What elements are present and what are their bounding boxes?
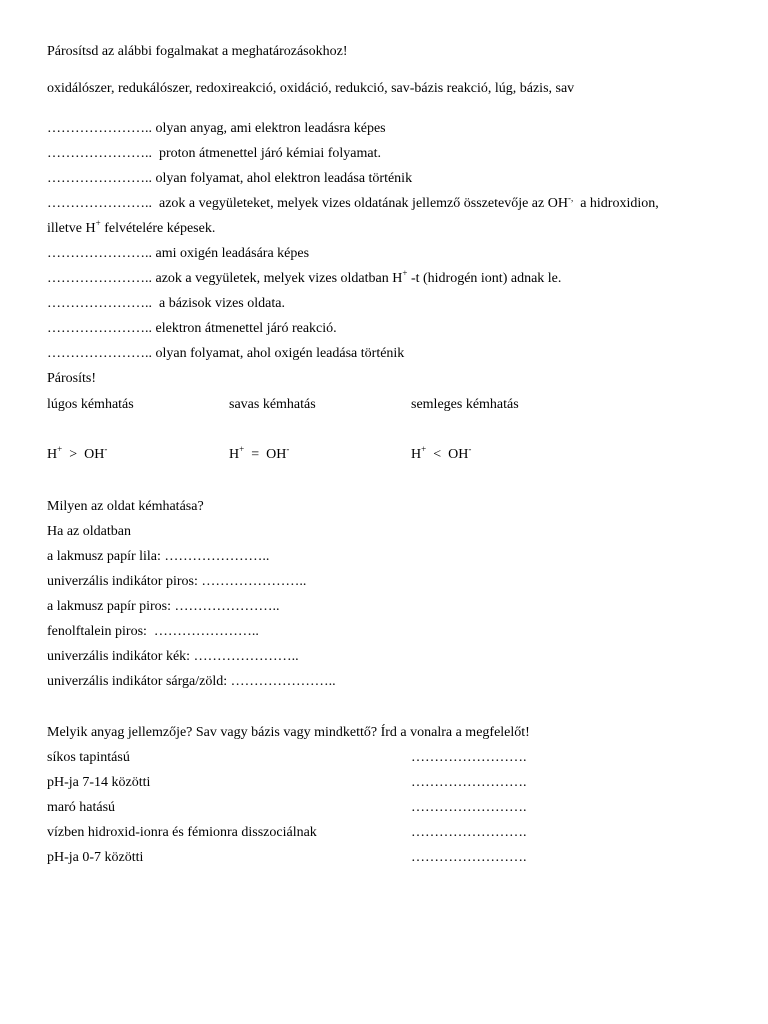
answer-blank[interactable]: ……………………. <box>411 825 527 840</box>
ph-item: univerzális indikátor piros: ………………….. <box>47 574 307 589</box>
ph-item: a lakmusz papír lila: ………………….. <box>47 549 270 564</box>
ph-item: univerzális indikátor sárga/zöld: ………………….. <box>47 674 336 689</box>
ph-item: fenolftalein piros: ………………….. <box>47 624 259 639</box>
answer-blank[interactable]: ………………….. <box>230 674 336 689</box>
ph-item: univerzális indikátor kék: ………………….. <box>47 649 299 664</box>
definition-row-continuation <box>47 220 215 238</box>
definition-row <box>47 245 309 263</box>
answer-blank[interactable]: ………………….. <box>201 574 307 589</box>
answer-blank[interactable]: ………………….. <box>47 196 152 211</box>
superscript: + <box>95 218 101 228</box>
worksheet-title: Párosítsd az alábbi fogalmakat a meghatározásokhoz! <box>47 44 348 59</box>
definition-row <box>47 320 337 338</box>
answer-blank[interactable]: ………………….. <box>193 649 299 664</box>
ion-relation-3: H+ < OH- <box>411 444 472 462</box>
definition-text: a hidroxidion, <box>580 196 659 211</box>
props-item: maró hatású <box>47 800 116 815</box>
pairing-title: Párosíts! <box>47 371 96 386</box>
definition-text: proton átmenettel járó kémiai folyamat. <box>159 146 381 161</box>
props-question: Melyik anyag jellemzője? Sav vagy bázis vagy mindkettő? Írd a vonalra a megfelelőt! <box>47 725 530 740</box>
answer-blank[interactable]: ……………………. <box>411 750 527 765</box>
definition-row <box>47 195 659 213</box>
answer-blank[interactable]: ……………………. <box>411 775 527 790</box>
answer-blank[interactable]: ……………………. <box>411 800 527 815</box>
answer-blank[interactable]: ………………….. <box>47 296 152 311</box>
definition-row <box>47 270 561 288</box>
definition-text: olyan folyamat, ahol oxigén leadása történik <box>155 346 405 361</box>
answer-blank[interactable]: ………………….. <box>47 146 152 161</box>
definition-text: -t (hidrogén iont) adnak le. <box>410 271 562 286</box>
superscript: -, <box>567 193 574 203</box>
answer-blank[interactable]: ………………….. <box>164 549 270 564</box>
answer-blank[interactable]: ………………….. <box>174 599 280 614</box>
props-item: vízben hidroxid-ionra és fémionra disszociálnak <box>47 825 317 840</box>
answer-blank[interactable]: ………………….. <box>47 321 152 336</box>
definition-text: a bázisok vizes oldata. <box>159 296 285 311</box>
answer-blank[interactable]: ………………….. <box>47 171 152 186</box>
definition-text: azok a vegyületeket, melyek vizes oldatának jellemző összetevője az OH <box>159 196 568 211</box>
answer-blank[interactable]: ………………….. <box>47 346 152 361</box>
definition-row <box>47 145 381 163</box>
definition-text: felvételére képesek. <box>104 221 216 236</box>
definition-row <box>47 345 404 363</box>
answer-blank[interactable]: ……………………. <box>411 850 527 865</box>
props-item: pH-ja 0-7 közötti <box>47 850 144 865</box>
definition-text: illetve H <box>47 221 96 236</box>
answer-blank[interactable]: ………………….. <box>47 271 152 286</box>
ph-intro: Ha az oldatban <box>47 524 131 539</box>
answer-blank[interactable]: ………………….. <box>153 624 259 639</box>
definition-text: elektron átmenettel járó reakció. <box>155 321 337 336</box>
definition-text: olyan folyamat, ahol elektron leadása történik <box>155 171 413 186</box>
ph-item: a lakmusz papír piros: ………………….. <box>47 599 280 614</box>
definition-row <box>47 170 412 188</box>
props-item: pH-ja 7-14 közötti <box>47 775 151 790</box>
pairing-option-neutral: semleges kémhatás <box>411 397 519 412</box>
props-item: síkos tapintású <box>47 750 130 765</box>
answer-blank[interactable]: ………………….. <box>47 121 152 136</box>
definition-text: azok a vegyületek, melyek vizes oldatban H <box>155 271 403 286</box>
definition-row <box>47 295 285 313</box>
superscript: + <box>402 268 408 278</box>
pairing-option-acidic: savas kémhatás <box>229 397 316 412</box>
terms-list: oxidálószer, redukálószer, redoxireakció, oxidáció, redukció, sav-bázis reakció, lúg, bázis, sav <box>47 81 575 96</box>
definition-text: olyan anyag, ami elektron leadásra képes <box>155 121 386 136</box>
definition-row <box>47 120 386 138</box>
ion-relation-1: H+ > OH- <box>47 444 108 462</box>
ion-relation-2: H+ = OH- <box>229 444 290 462</box>
definition-text: ami oxigén leadására képes <box>155 246 310 261</box>
pairing-option-basic: lúgos kémhatás <box>47 397 134 412</box>
ph-question: Milyen az oldat kémhatása? <box>47 499 204 514</box>
answer-blank[interactable]: ………………….. <box>47 246 152 261</box>
